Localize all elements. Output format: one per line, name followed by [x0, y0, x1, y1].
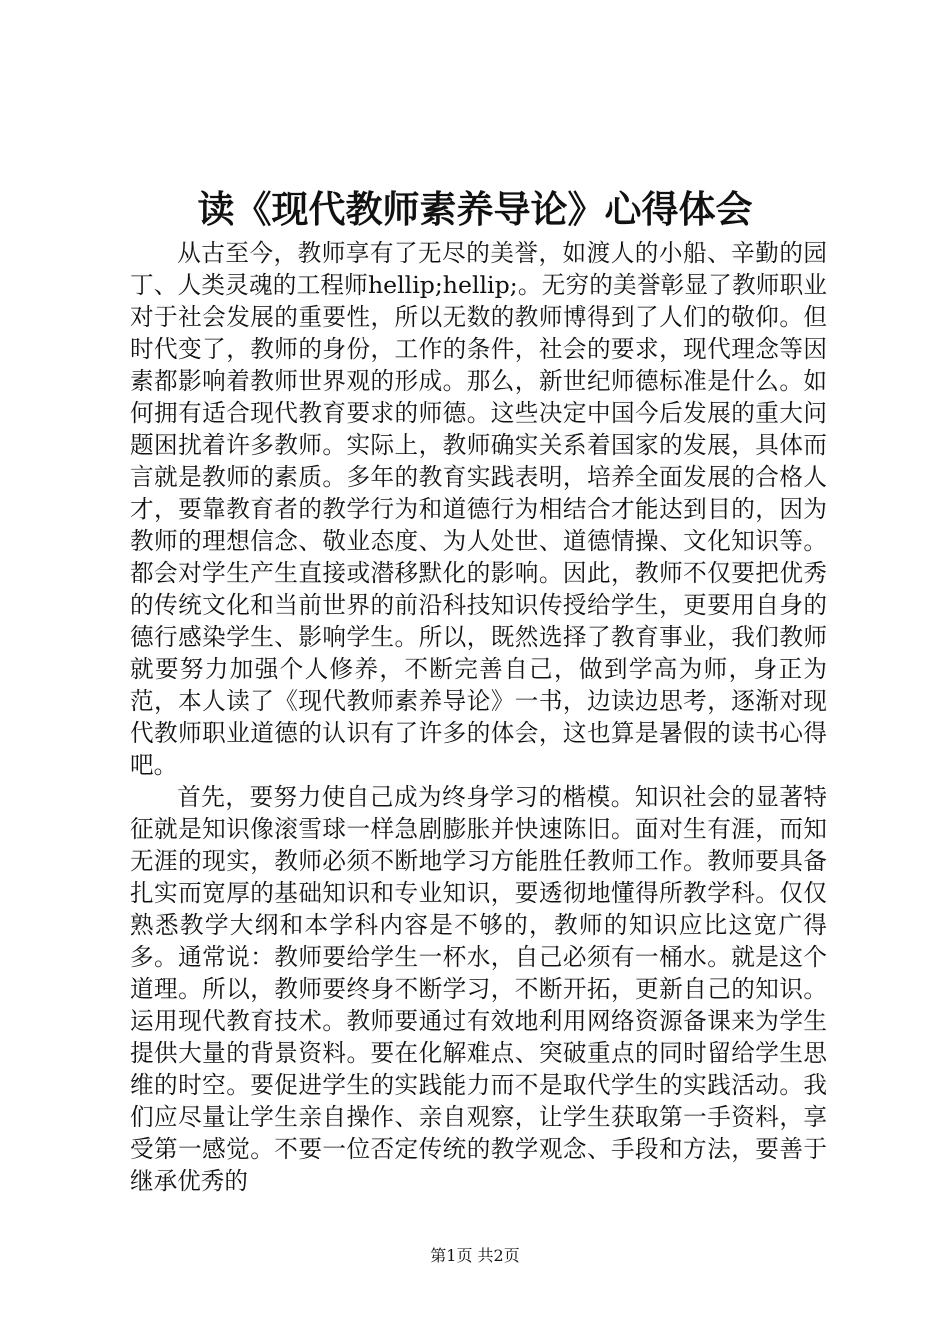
document-body	[130, 237, 827, 1197]
paragraph-2: 首先，要努力使自己成为终身学习的楷模。知识社会的显著特征就是知识像滚雪球一样急剧膨胀并快速陈旧。面对生有涯，而知无涯的现实，教师必须不断地学习方能胜任教师工作。教师要具备扎实而宽厚的基础知识和专业知识，要透彻地懂得所教学科。仅仅熟悉教学大纲和本学科内容是不够的，教师的知识应比这宽广得多。通常说：教师要给学生一杯水，自己必须有一桶水。就是这个道理。所以，教师要终身不断学习，不断开拓，更新自己的知识。运用现代教育技术。教师要通过有效地利用网络资源备课来为学生提供大量的背景资料。要在化解难点、突破重点的同时留给学生思维的时空。要促进学生的实践能力而不是取代学生的实践活动。我们应尽量让学生亲自操作、亲自观察，让学生获取第一手资料，享受第一感觉。不要一位否定传统的教学观念、手段和方法，要善于继承优秀的	[130, 783, 827, 1195]
page-number-footer: 第1页 共2页	[430, 1246, 520, 1265]
document-title: 读《现代教师素养导论》心得体会	[197, 187, 753, 231]
paragraph-1: 从古至今，教师享有了无尽的美誉，如渡人的小船、辛勤的园丁、人类灵魂的工程师hellip;hellip;。无穷的美誉彰显了教师职业对于社会发展的重要性，所以无数的教师博得到了人们的敬仰。但时代变了，教师的身份，工作的条件，社会的要求，现代理念等因素都影响着教师世界观的形成。那么，新世纪师德标准是什么。如何拥有适合现代教育要求的师德。这些决定中国今后发展的重大问题困扰着许多教师。实际上，教师确实关系着国家的发展，具体而言就是教师的素质。多年的教育实践表明，培养全面发展的合格人才，要靠教育者的教学行为和道德行为相结合才能达到目的，因为教师的理想信念、敬业态度、为人处世、道德情操、文化知识等。都会对学生产生直接或潜移默化的影响。因此，教师不仅要把优秀的传统文化和当前世界的前沿科技知识传授给学生，更要用自身的德行感染学生、影响学生。所以，既然选择了教育事业，我们教师就要努力加强个人修养，不断完善自己，做到学高为师，身正为范，本人读了《现代教师素养导论》一书，边读边思考，逐渐对现代教师职业道德的认识有了许多的体会，这也算是暑假的读书心得吧。	[130, 239, 827, 779]
